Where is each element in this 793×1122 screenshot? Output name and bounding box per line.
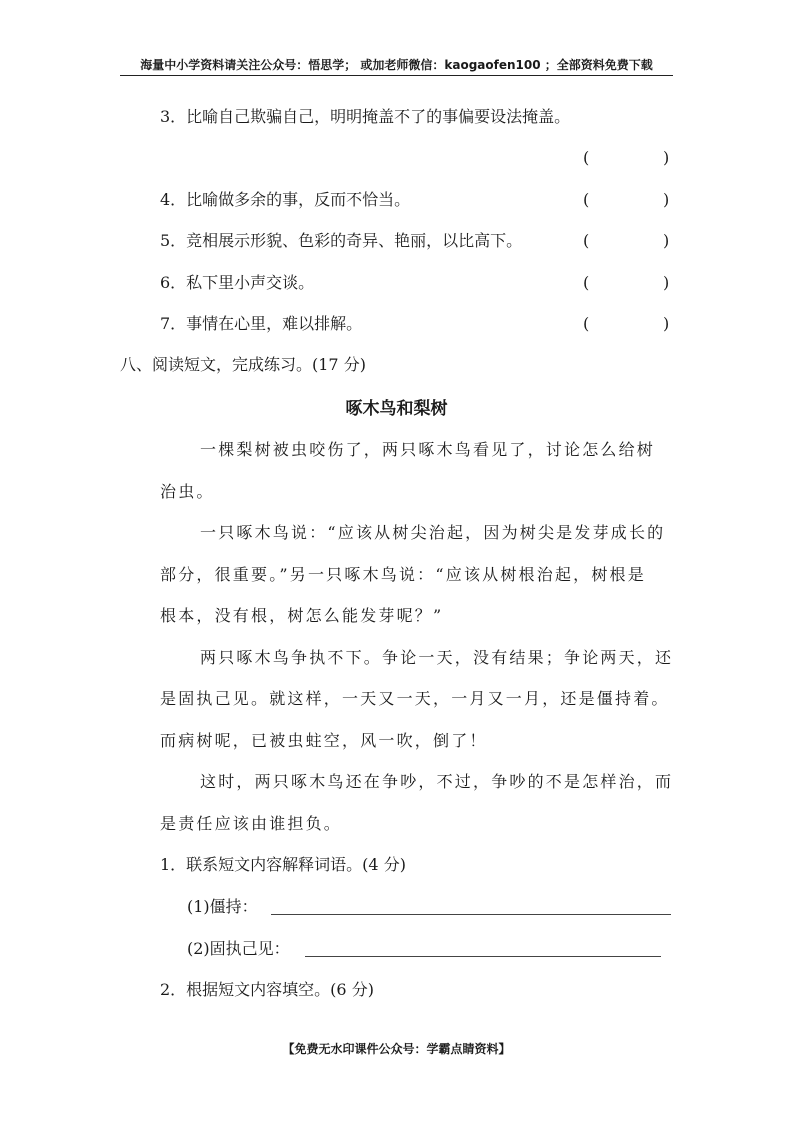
exercise-1-prompt: 1．联系短文内容解释词语。(4 分)	[160, 855, 406, 874]
passage-line: 这时，两只啄木鸟还在争吵，不过，争吵的不是怎样治，而	[200, 772, 674, 791]
header-divider	[120, 75, 673, 76]
exercise-2-prompt: 2．根据短文内容填空。(6 分)	[160, 980, 374, 999]
question-4-text: 4．比喻做多余的事，反而不恰当。	[160, 190, 411, 209]
passage-line: 而病树呢，已被虫蛀空，风一吹，倒了！	[160, 731, 488, 750]
exercise-1a-answer-line[interactable]	[271, 914, 671, 915]
exercise-1b-label: (2)固执己见：	[187, 939, 290, 958]
paren-close: )	[663, 148, 670, 167]
passage-line: 一只啄木鸟说：“应该从树尖治起，因为树尖是发芽成长的	[200, 523, 666, 542]
paren-open: (	[583, 148, 590, 167]
paren-close: )	[663, 231, 670, 250]
passage-line: 根本，没有根，树怎么能发芽呢？”	[160, 606, 444, 625]
paren-close: )	[663, 273, 670, 292]
paren-close: )	[663, 314, 670, 333]
passage-line: 治虫。	[160, 482, 215, 501]
passage-line: 是固执己见。就这样，一天又一天，一月又一月，还是僵持着。	[160, 689, 670, 708]
question-5-text: 5．竞相展示形貌、色彩的奇异、艳丽，以比高下。	[160, 231, 523, 250]
page-header: 海量中小学资料请关注公众号：悟思学； 或加老师微信：kaogaofen100 ；全部资料免费下载	[140, 58, 653, 72]
passage-title: 啄木鸟和梨树	[345, 399, 448, 419]
paren-open: (	[583, 190, 590, 209]
exercise-1b-answer-line[interactable]	[305, 956, 661, 957]
paren-open: (	[583, 231, 590, 250]
question-7-text: 7．事情在心里，难以排解。	[160, 314, 363, 333]
page-footer: 【免费无水印课件公众号：学霸点睛资料】	[282, 1042, 511, 1056]
passage-line: 部分，很重要。”另一只啄木鸟说：“应该从树根治起，树根是	[160, 565, 646, 584]
paren-open: (	[583, 314, 590, 333]
paren-open: (	[583, 273, 590, 292]
question-3-text: 3．比喻自己欺骗自己，明明掩盖不了的事偏要设法掩盖。	[160, 107, 571, 126]
section-heading: 八、阅读短文，完成练习。(17 分)	[120, 355, 366, 374]
question-6-text: 6．私下里小声交谈。	[160, 273, 315, 292]
passage-line: 是责任应该由谁担负。	[160, 814, 343, 833]
exercise-1a-label: (1)僵持：	[187, 897, 258, 916]
passage-line: 两只啄木鸟争执不下。争论一天，没有结果；争论两天，还	[200, 648, 674, 667]
passage-line: 一棵梨树被虫咬伤了，两只啄木鸟看见了，讨论怎么给树	[200, 440, 656, 459]
paren-close: )	[663, 190, 670, 209]
